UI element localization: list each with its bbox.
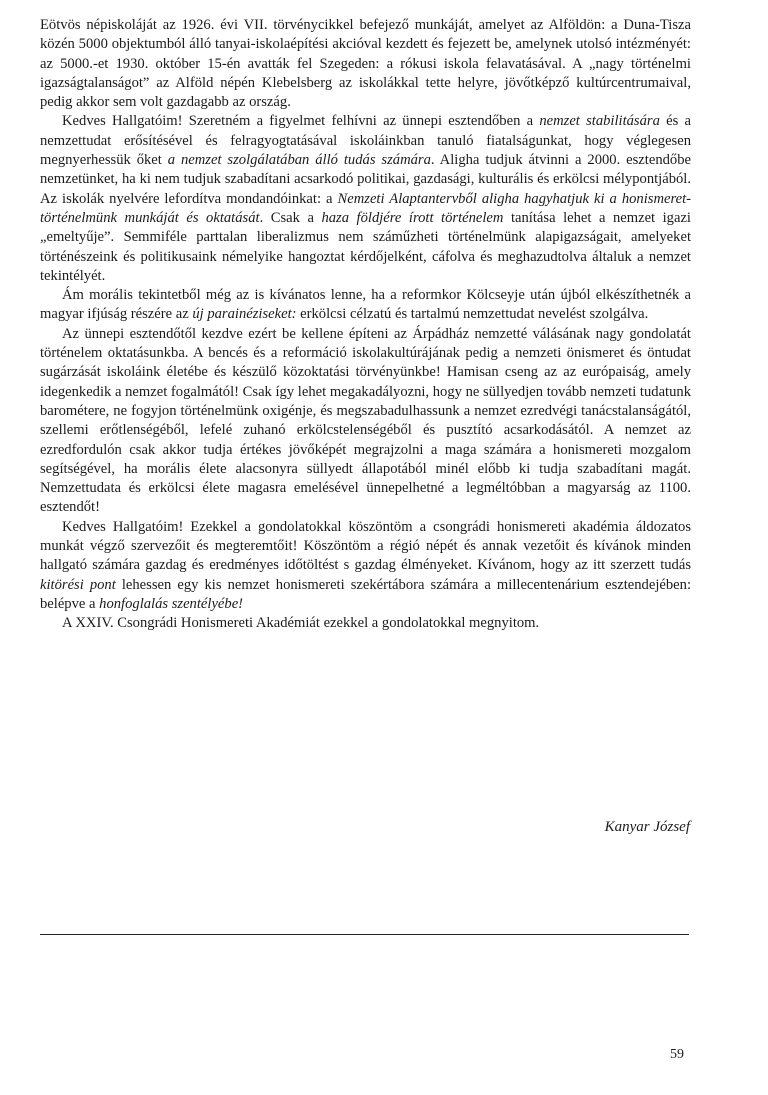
paragraph-hallgatoim-1 (40, 112, 691, 286)
italic-phrase: honfoglalás szentélyébe! (99, 595, 244, 612)
italic-phrase: kitörési pont (40, 576, 116, 593)
italic-phrase: haza földjére írott történelem (321, 209, 504, 226)
italic-phrase: a nemzet szolgálatában álló tudás számára (167, 152, 431, 169)
article-body (40, 16, 691, 634)
text-run: erkölcsi célzatú és tartalmú nemzettudat nevelést szolgálva. (296, 306, 649, 323)
italic-phrase: Nemzeti Alaptantervből aligha hagyhatjuk ki a honismeret-történelmünk munkáját és oktatását (40, 190, 691, 226)
paragraph-moral (40, 286, 691, 325)
text-run: Eötvös népiskoláját az 1926. évi VII. törvénycikkel befejező munkáját, amelyet az Alföldön: a Duna-Tisza közén 5000 objektumból álló tanyai-iskolaépítési akcióval kezdett és fejezett be, amelynek utolsó intézményét: az 5000.-et 1930. október 15-én avatták fel Szegeden: a rókusi iskola felavatásával. A „nagy történelmi igazságtalanságot” az Alföld népén Klebelsberg az iskolákkal tette helyre, jövőtképző kultúrcentrumaival, pedig akkor sem volt gazdagabb az ország. (40, 17, 691, 111)
text-run: lehessen egy kis nemzet honismereti szekértábora számára a millecentenárium esztendejében: belépve a (40, 576, 691, 612)
footnote-divider (40, 934, 689, 935)
author-signature: Kanyar József (604, 819, 690, 835)
text-run: A XXIV. Csongrádi Honismereti Akadémiát ezekkel a gondolatokkal megnyitom. (62, 615, 540, 632)
page-number: 59 (670, 1047, 684, 1062)
text-run: Az ünnepi esztendőtől kezdve ezért be kellene építeni az Árpádház nemzetté válásának nagy gondolatát történelem oktatásunkba. A bencés és a reformáció iskolakultúrájának pedig a nemzeti önismeret és öntudat sugárzását iskoláink életébe és készülő közoktatási törvényünkbe! Hamisan cseng az az európaiság, amely idegenkedik a nemzet fogalmától! Csak így lehet megakadályozni, hogy ne süllyedjen tovább nemzeti tudatunk barométere, ne fogyjon történelmünk oxigénje, és megszabadulhassunk a nemzet ezredvégi tanácstalanságától, szellemi erőtlenségéből, lefelé zuhanó erkölcstelenségéből és pusztító acsarkodásától. A nemzet az ezredfordulón csak akkor tudja értékes jövőképét megrajzolni a maga számára a honismereti mozgalom segítségével, ha morális élete alacsonyra süllyedt állapotából minél előbb ki tudja szabadítani magát. Nemzettudata és erkölcsi élete magasra emelésével ünnepelhetné a legméltóbban a magyarság az 1100. esztendőt! (40, 325, 691, 516)
text-run: tanítása lehet a nemzet igazi „emeltyűje”. Semmiféle parttalan liberalizmus nem száműzheti történelmünk alapigazságait, amelyeket történészeink és politikusaink némelyike hangoztat kérdőjelként, cáfolva és meghazudtolva általuk a nemzet tekintélyét. (40, 209, 691, 284)
italic-phrase: új parainéziseket: (192, 306, 297, 323)
paragraph-unnepi (40, 325, 691, 518)
text-run: . Csak a (259, 209, 322, 226)
paragraph-hallgatoim-2 (40, 518, 691, 614)
text-run: Kedves Hallgatóim! Szeretném a figyelmet felhívni az ünnepi esztendőben a (62, 113, 540, 130)
italic-phrase: nemzet stabilitására (539, 113, 660, 130)
text-run: Kedves Hallgatóim! Ezekkel a gondolatokkal köszöntöm a csongrádi honismereti akadémia áldozatos munkát végző szervezőit és megteremtőit! Köszöntöm a régió népét és annak vezetőit és kívánok minden hallgató számára gazdag és eredményes időtöltést s gazdag élményeket. Kívánom, hogy az itt szerzett tudás (40, 518, 691, 574)
text-run: és a nemzettudat erősítésével és felragyogtatásával iskoláinkban tanuló fiatalságunkat, hogy véglegesen megnyerhessük őket (40, 113, 691, 169)
text-run: Ám morális tekintetből még az is kívánatos lenne, ha a reformkor Kölcseyje után újból elkészíthetnék a magyar ifjúság részére az (40, 287, 691, 323)
paragraph-eotvos (40, 16, 691, 112)
paragraph-closing (40, 614, 691, 633)
text-run: . Aligha tudjuk átvinni a 2000. esztendőbe nemzetünket, ha ki nem tudjuk szabadítani acsarkodó politikai, gazdasági, kulturális és erkölcsi mélypontjából. Az iskolák nyelvére lefordítva mondandóinkat: a (40, 152, 691, 207)
